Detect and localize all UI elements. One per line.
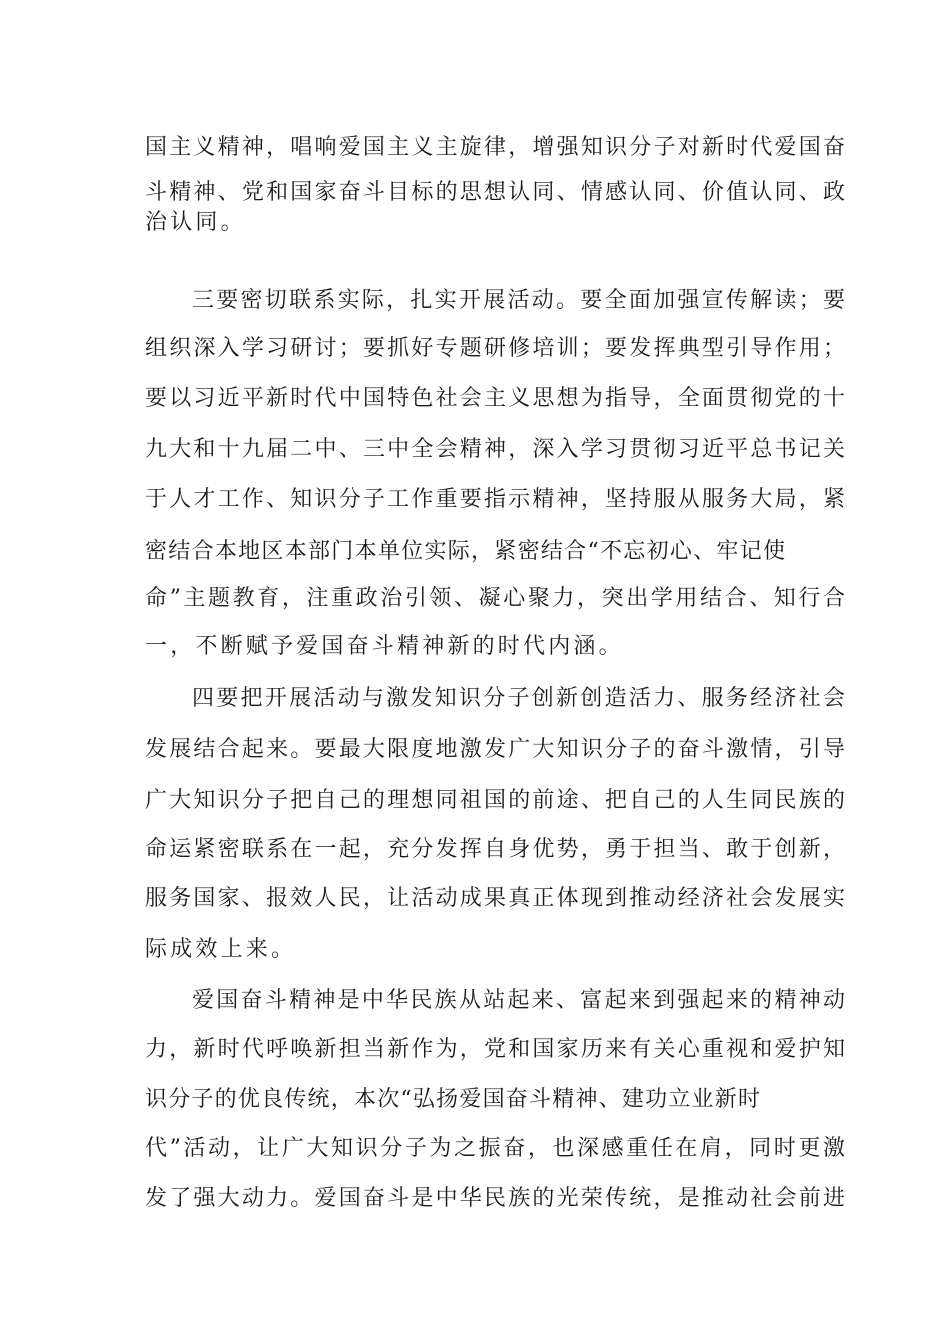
text-line: 发了强大动力。爱国奋斗是中华民族的光荣传统，是推动社会前进: [145, 1186, 845, 1211]
text-line: 九大和十九届二中、三中全会精神，深入学习贯彻习近平总书记关: [145, 437, 845, 462]
text-line: 治认同。: [145, 210, 246, 235]
text-line: 识分子的优良传统，本次“弘扬爱国奋斗精神、建功立业新时: [145, 1087, 760, 1112]
text-line: 四要把开展活动与激发知识分子创新创造活力、服务经济社会: [192, 686, 845, 711]
text-line: 命”主题教育，注重政治引领、凝心聚力，突出学用结合、知行合: [145, 586, 845, 611]
text-line: 发展结合起来。要最大限度地激发广大知识分子的奋斗激情，引导: [145, 737, 845, 762]
text-line: 爱国奋斗精神是中华民族从站起来、富起来到强起来的精神动: [192, 988, 845, 1013]
text-line: 广大知识分子把自己的理想同祖国的前途、把自己的人生同民族的: [145, 788, 845, 813]
text-line: 要以习近平新时代中国特色社会主义思想为指导，全面贯彻党的十: [145, 386, 845, 411]
text-line: 服务国家、报效人民，让活动成果真正体现到推动经济社会发展实: [145, 886, 845, 911]
text-line: 代”活动，让广大知识分子为之振奋，也深感重任在肩，同时更激: [145, 1136, 845, 1161]
text-line: 密结合本地区本部门本单位实际，紧密结合“不忘初心、牢记使: [145, 539, 785, 564]
text-line: 国主义精神，唱响爱国主义主旋律，增强知识分子对新时代爱国奋: [145, 135, 845, 160]
text-line: 际成效上来。: [145, 937, 297, 962]
text-line: 斗精神、党和国家奋斗目标的思想认同、情感认同、价值认同、政: [145, 180, 845, 205]
text-line: 命运紧密联系在一起，充分发挥自身优势，勇于担当、敢于创新，: [145, 837, 845, 862]
text-line: 一，不断赋予爱国奋斗精神新的时代内涵。: [145, 634, 624, 659]
text-line: 三要密切联系实际，扎实开展活动。要全面加强宣传解读；要: [192, 288, 845, 313]
text-line: 于人才工作、知识分子工作重要指示精神，坚持服从服务大局，紧: [145, 487, 845, 512]
text-line: 组织深入学习研讨；要抓好专题研修培训；要发挥典型引导作用；: [145, 336, 845, 361]
text-line: 力，新时代呼唤新担当新作为，党和国家历来有关心重视和爱护知: [145, 1037, 845, 1062]
